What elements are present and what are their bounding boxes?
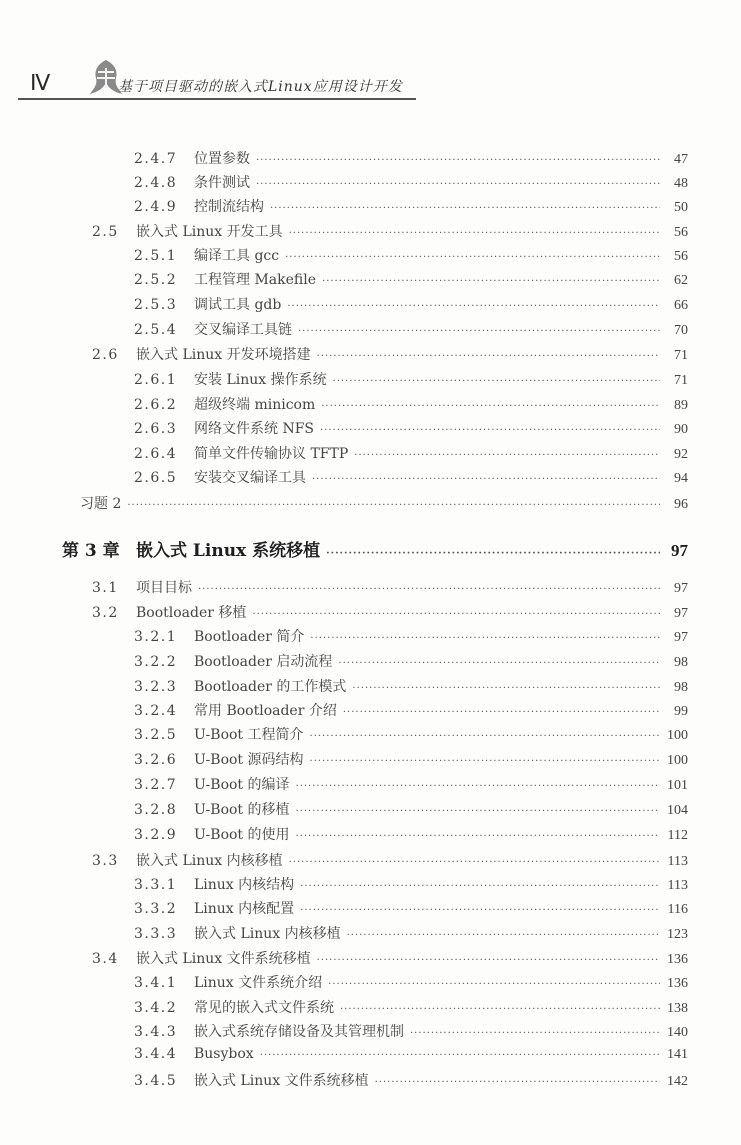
toc-page-number: 101 (667, 778, 688, 793)
toc-dot-leader (285, 252, 660, 263)
toc-page-number: 94 (674, 471, 688, 486)
toc-section-number: 2.5.2 (134, 272, 178, 288)
header-rule (18, 98, 416, 100)
toc-section-title: 嵌入式 Linux 开发环境搭建 (136, 347, 311, 363)
toc-section-title: 安装 Linux 操作系统 (194, 372, 327, 388)
toc-dot-leader (127, 500, 660, 511)
toc-page-number: 92 (674, 447, 688, 462)
toc-row[interactable] (134, 972, 688, 992)
toc-page-number: 48 (674, 176, 688, 191)
toc-row[interactable] (92, 577, 688, 597)
toc-page-number: 71 (674, 348, 688, 363)
toc-section-title: 嵌入式 Linux 文件系统移植 (136, 951, 311, 967)
toc-section-title: 网络文件系统 NFS (194, 421, 315, 437)
toc-row[interactable] (134, 651, 688, 671)
toc-section-title: 位置参数 (194, 151, 250, 167)
toc-row[interactable] (134, 369, 688, 389)
toc-chapter-row[interactable] (62, 536, 688, 561)
toc-dot-leader (326, 548, 660, 559)
toc-row[interactable] (134, 394, 688, 414)
toc-row[interactable] (134, 245, 688, 265)
toc-row[interactable] (134, 1070, 688, 1090)
toc-row[interactable] (134, 443, 688, 463)
toc-section-number: 2.4.9 (134, 199, 178, 215)
toc-section-number: 3.2 (92, 605, 119, 621)
toc-row[interactable] (134, 676, 688, 696)
toc-section-number: 2.5 (92, 224, 119, 240)
toc-row[interactable] (134, 1021, 688, 1041)
toc-page-number: 123 (667, 927, 688, 942)
toc-row[interactable] (92, 948, 688, 968)
toc-dot-leader (260, 1050, 660, 1061)
toc-section-number: 3.2.3 (134, 679, 178, 695)
toc-page-number: 56 (674, 225, 688, 240)
toc-section-title: Bootloader 移植 (136, 605, 247, 621)
toc-page-number: 97 (674, 581, 688, 596)
toc-row[interactable] (134, 824, 688, 844)
toc-page-number: 97 (674, 630, 688, 645)
toc-section-title: Linux 内核配置 (194, 901, 295, 917)
toc-dot-leader (347, 930, 660, 941)
toc-page-number: 113 (667, 878, 688, 893)
toc-row[interactable] (134, 874, 688, 894)
toc-dot-leader (198, 584, 660, 595)
toc-page-number: 50 (674, 200, 688, 215)
toc-dot-leader (310, 731, 660, 742)
toc-section-number: 2.6.5 (134, 470, 178, 486)
toc-section-title: 交叉编译工具链 (194, 322, 292, 338)
toc-section-title: Busybox (194, 1046, 254, 1062)
toc-page-number: 66 (674, 298, 688, 313)
toc-section-number: 3.2.5 (134, 727, 178, 743)
toc-dot-leader (340, 1004, 660, 1015)
toc-section-title: 超级终端 minicom (194, 397, 316, 413)
toc-section-title: 项目目标 (136, 580, 192, 596)
toc-section-number: 2.6.3 (134, 421, 178, 437)
toc-page-number: 99 (674, 704, 688, 719)
toc-section-number: 2.4.8 (134, 175, 178, 191)
toc-page-number: 138 (667, 1001, 688, 1016)
toc-section-number: 3.2.1 (134, 629, 178, 645)
toc-section-number: 3.4.1 (134, 975, 178, 991)
toc-dot-leader (352, 683, 660, 694)
toc-page-number: 116 (667, 902, 688, 917)
toc-dot-leader (289, 228, 660, 239)
toc-section-number: 3.2.6 (134, 752, 178, 768)
toc-section-number: 3.3 (92, 853, 119, 869)
toc-section-number: 2.5.3 (134, 297, 178, 313)
toc-section-number: 3.4.3 (134, 1024, 178, 1040)
toc-section-number: 3.4 (92, 951, 119, 967)
toc-dot-leader (317, 955, 660, 966)
toc-row[interactable] (134, 626, 688, 646)
toc-row[interactable] (134, 467, 688, 487)
toc-page-number: 112 (667, 828, 688, 843)
toc-page-number: 89 (674, 398, 688, 413)
toc-dot-leader (354, 450, 660, 461)
toc-row[interactable] (134, 799, 688, 819)
toc-section-number: 3.3.2 (134, 901, 178, 917)
toc-dot-leader (375, 1077, 660, 1088)
toc-page-number: 97 (671, 541, 688, 560)
book-title: 基于项目驱动的嵌入式Linux应用设计开发 (118, 79, 403, 95)
toc-page-number: 47 (674, 152, 688, 167)
toc-section-title: Bootloader 启动流程 (194, 654, 333, 670)
toc-page-number: 140 (667, 1025, 688, 1040)
page-header (0, 0, 741, 100)
toc-section-number: 3.4.2 (134, 1000, 178, 1016)
toc-dot-leader (256, 179, 660, 190)
toc-section-title: U-Boot 的移植 (194, 802, 290, 818)
toc-dot-leader (289, 857, 660, 868)
toc-dot-leader (343, 707, 660, 718)
toc-page-number: 62 (674, 273, 688, 288)
toc-row[interactable] (134, 172, 688, 192)
toc-section-number: 3.2.4 (134, 703, 178, 719)
toc-section-title: 嵌入式 Linux 内核移植 (194, 926, 341, 942)
toc-row[interactable] (134, 898, 688, 918)
toc-section-title: 调试工具 gdb (194, 297, 282, 313)
toc-dot-leader (300, 881, 660, 892)
toc-row[interactable] (134, 997, 688, 1017)
toc-dot-leader (300, 905, 660, 916)
toc-section-title: 常见的嵌入式文件系统 (194, 1000, 334, 1016)
toc-dot-leader (310, 633, 660, 644)
toc-row[interactable] (92, 602, 688, 622)
toc-page-number: 141 (667, 1047, 688, 1062)
toc-section-title: 嵌入式 Linux 开发工具 (136, 224, 283, 240)
toc-dot-leader (296, 781, 660, 792)
toc-dot-leader (312, 474, 660, 485)
toc-page-number: 136 (667, 952, 688, 967)
toc-row[interactable] (80, 493, 688, 513)
toc-section-title: 控制流结构 (194, 199, 264, 215)
toc-page-number: 98 (674, 655, 688, 670)
toc-row[interactable] (134, 148, 688, 168)
toc-row[interactable] (134, 319, 688, 339)
toc-page-number: 100 (667, 728, 688, 743)
toc-section-number: 3.4.5 (134, 1073, 178, 1089)
toc-section-title: 嵌入式 Linux 系统移植 (136, 541, 321, 561)
toc-page-number: 71 (674, 373, 688, 388)
toc-section-number: 2.5.1 (134, 248, 178, 264)
toc-dot-leader (333, 376, 660, 387)
toc-row[interactable] (134, 294, 688, 314)
toc-section-number: 2.6.1 (134, 372, 178, 388)
toc-section-title: 简单文件传输协议 TFTP (194, 446, 349, 462)
toc-section-title: 嵌入式 Linux 文件系统移植 (194, 1073, 369, 1089)
toc-row[interactable] (134, 923, 688, 943)
toc-dot-leader (322, 276, 660, 287)
toc-section-title: 嵌入式系统存储设备及其管理机制 (194, 1024, 404, 1040)
toc-section-title: U-Boot 的编译 (194, 777, 290, 793)
toc-page-number: 104 (667, 803, 688, 818)
toc-dot-leader (296, 806, 660, 817)
toc-row[interactable] (134, 749, 688, 769)
toc-row[interactable] (134, 196, 688, 216)
toc-section-title: 工程管理 Makefile (194, 272, 317, 288)
toc-page-number: 70 (674, 323, 688, 338)
toc-section-number: 2.6 (92, 347, 119, 363)
toc-section-number: 3.3.1 (134, 877, 178, 893)
toc-section-title: 安装交叉编译工具 (194, 470, 306, 486)
toc-row[interactable] (134, 724, 688, 744)
toc-page-number: 100 (667, 753, 688, 768)
toc-dot-leader (296, 831, 660, 842)
toc-section-title: U-Boot 工程简介 (194, 727, 304, 743)
toc-section-number: 2.5.4 (134, 322, 178, 338)
toc-dot-leader (338, 658, 660, 669)
toc-row[interactable] (134, 700, 688, 720)
toc-section-title: U-Boot 的使用 (194, 827, 290, 843)
toc-page-number: 97 (674, 606, 688, 621)
toc-dot-leader (298, 326, 660, 337)
toc-row[interactable] (134, 774, 688, 794)
toc-section-number: 3.2.7 (134, 777, 178, 793)
page-number: Ⅳ (30, 70, 51, 95)
toc-page-number: 90 (674, 422, 688, 437)
toc-dot-leader (270, 203, 660, 214)
toc-section-number: 3.2.9 (134, 827, 178, 843)
toc-row[interactable] (134, 269, 688, 289)
toc-section-number: 3.3.3 (134, 926, 178, 942)
toc-section-number: 3.1 (92, 580, 119, 596)
toc-page-number: 113 (667, 854, 688, 869)
toc-dot-leader (317, 351, 660, 362)
toc-section-title: Bootloader 的工作模式 (194, 679, 347, 695)
toc-dot-leader (321, 401, 660, 412)
toc-section-number: 3.2.8 (134, 802, 178, 818)
toc-section-title: 习题 2 (80, 496, 122, 512)
toc-section-number: 第 3 章 (62, 541, 120, 561)
toc-dot-leader (410, 1028, 660, 1039)
toc-row[interactable] (92, 850, 688, 870)
toc-section-number: 2.4.7 (134, 151, 178, 167)
toc-section-title: Bootloader 简介 (194, 629, 305, 645)
toc-section-title: Linux 内核结构 (194, 877, 295, 893)
toc-section-number: 3.4.4 (134, 1046, 178, 1062)
toc-section-number: 2.6.2 (134, 397, 178, 413)
toc-section-number: 3.2.2 (134, 654, 178, 670)
toc-page-number: 56 (674, 249, 688, 264)
toc-dot-leader (320, 425, 660, 436)
toc-section-title: U-Boot 源码结构 (194, 752, 304, 768)
toc-page-number: 136 (667, 976, 688, 991)
toc-row[interactable] (92, 221, 688, 241)
toc-section-title: 条件测试 (194, 175, 250, 191)
toc-section-title: 编译工具 gcc (194, 248, 280, 264)
toc-dot-leader (328, 979, 660, 990)
toc-section-title: Linux 文件系统介绍 (194, 975, 323, 991)
toc-row[interactable] (134, 1046, 688, 1063)
toc-dot-leader (287, 301, 660, 312)
toc-dot-leader (252, 609, 660, 620)
toc-section-title: 嵌入式 Linux 内核移植 (136, 853, 283, 869)
toc-page-number: 98 (674, 680, 688, 695)
toc-page-number: 142 (667, 1074, 688, 1089)
toc-dot-leader (256, 155, 660, 166)
toc-row[interactable] (92, 344, 688, 364)
toc-section-title: 常用 Bootloader 介绍 (194, 703, 337, 719)
toc-row[interactable] (134, 418, 688, 438)
toc-page-number: 96 (674, 497, 688, 512)
toc-dot-leader (310, 756, 660, 767)
toc-section-number: 2.6.4 (134, 446, 178, 462)
